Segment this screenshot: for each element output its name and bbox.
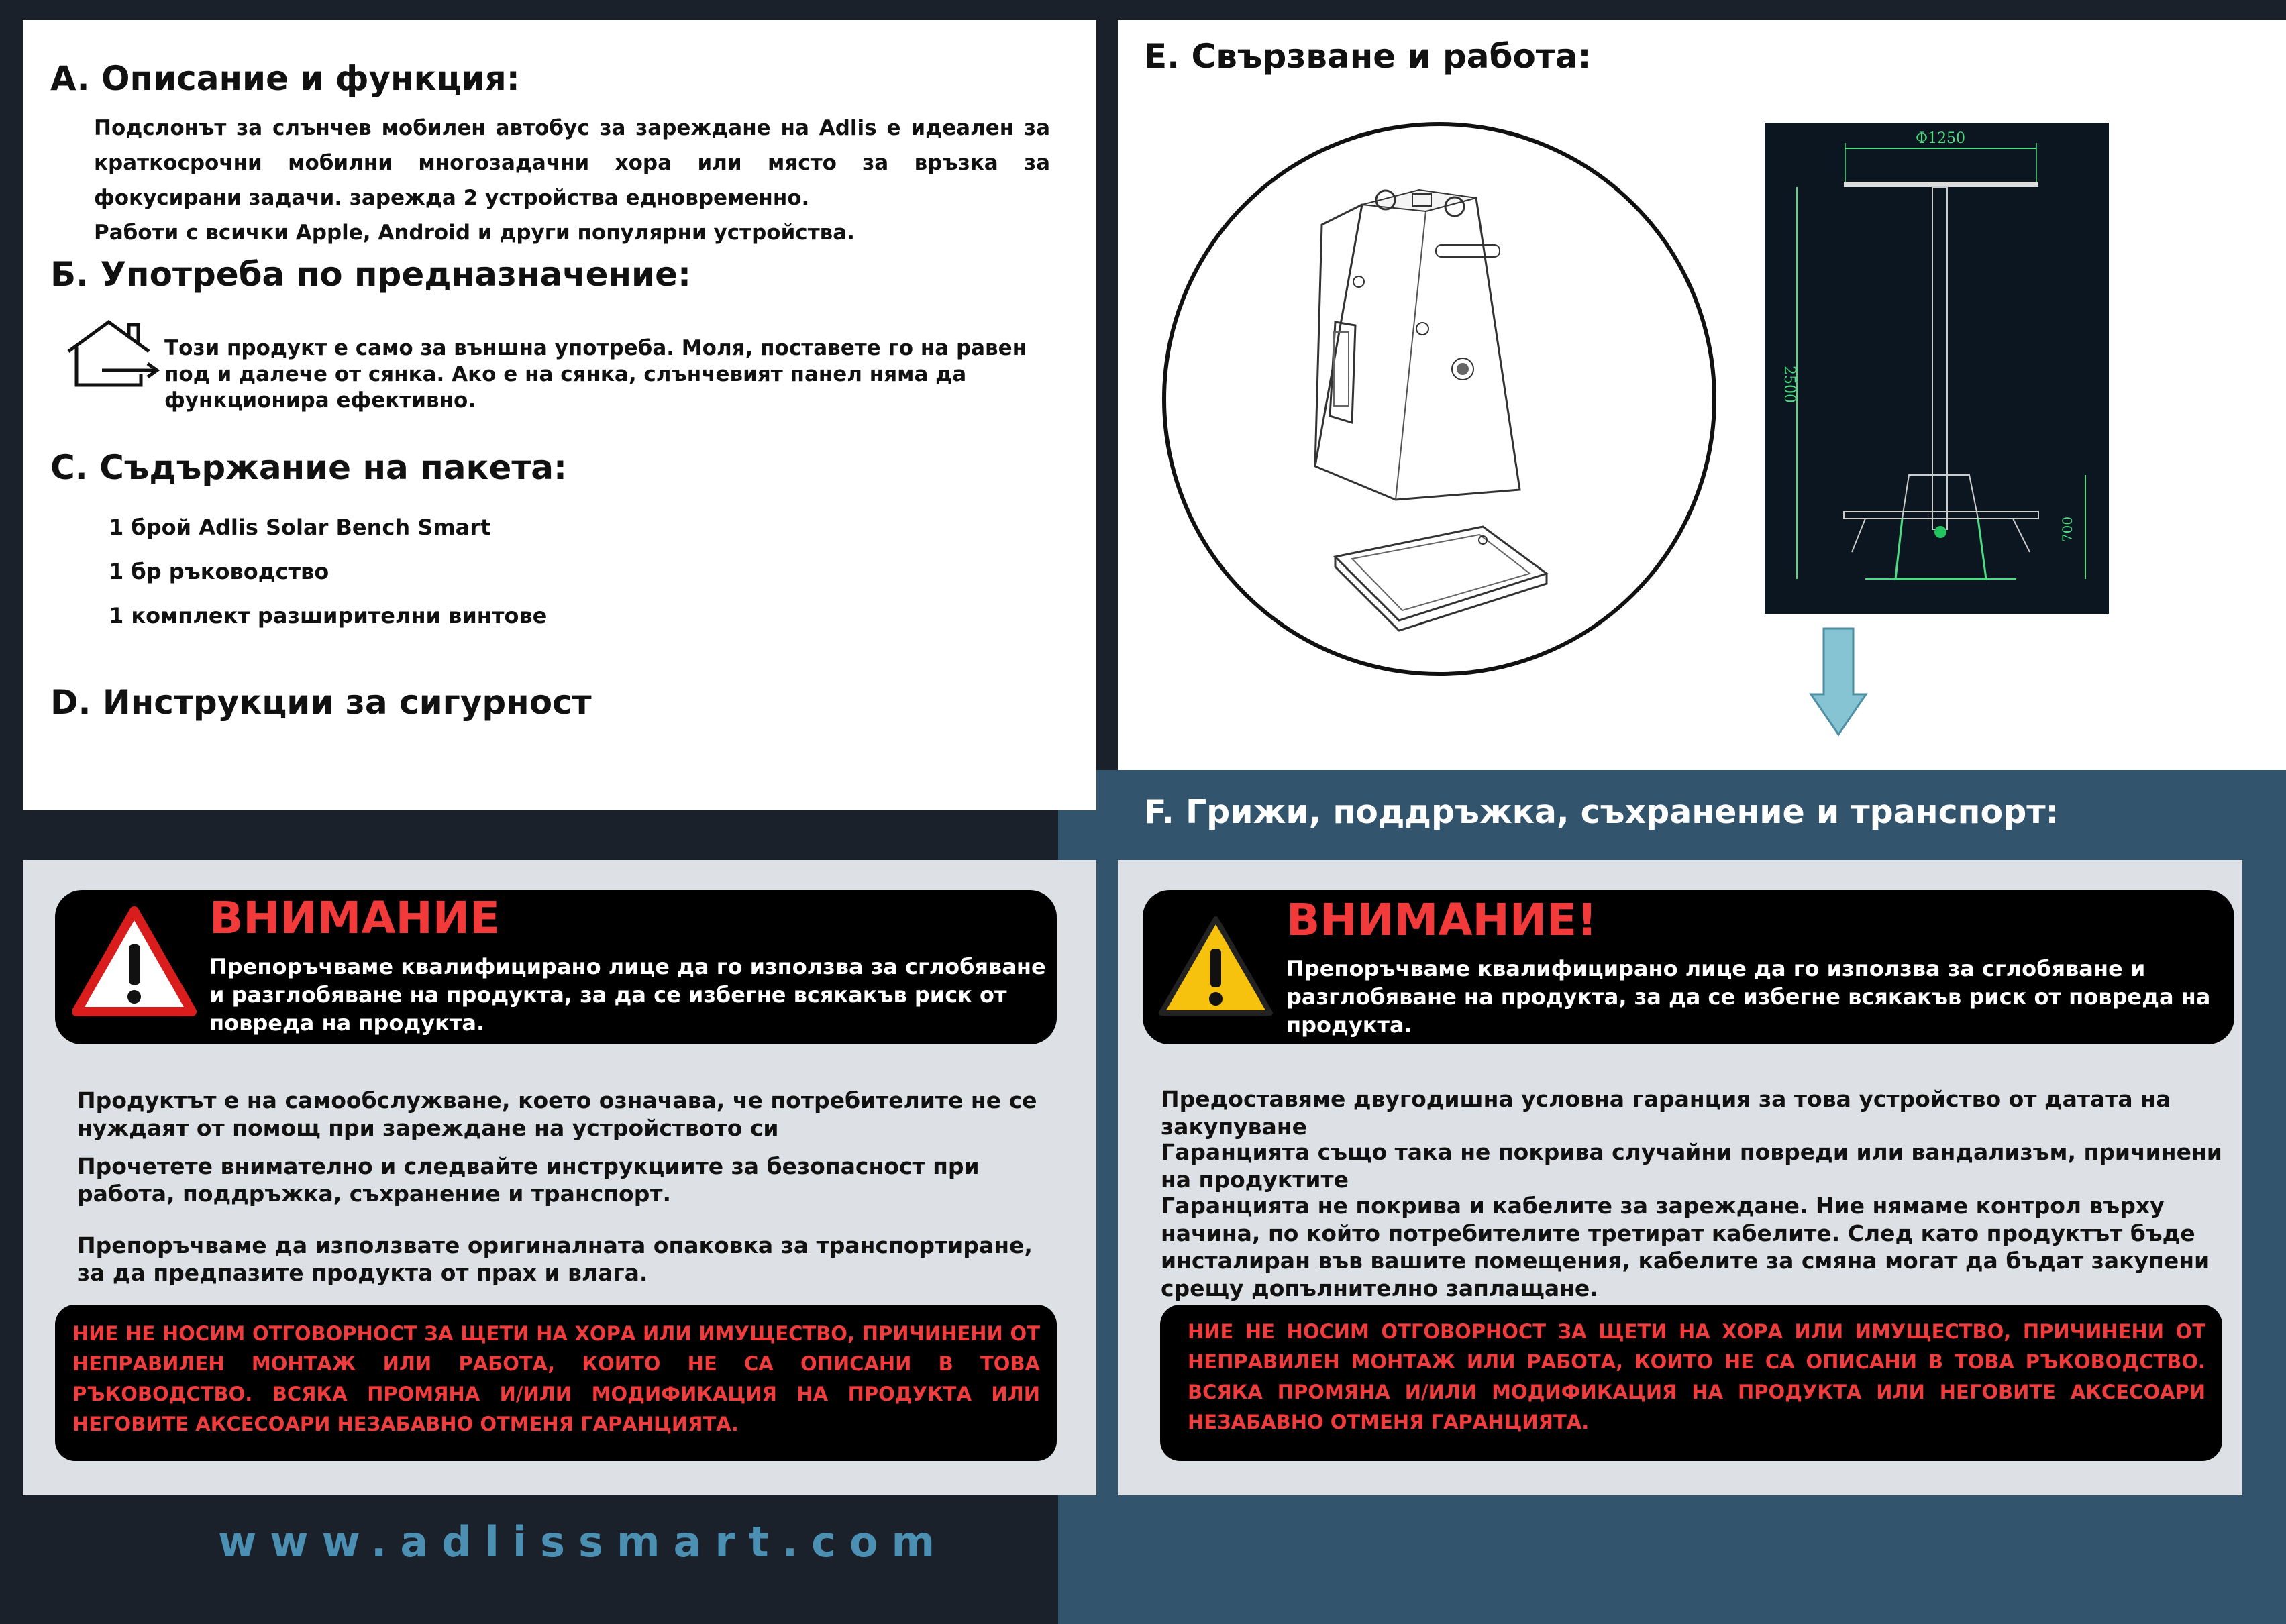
safety-paragraph-2: Прочетете внимателно и следвайте инструкциите за безопасност при работа, поддръжка, съхранение и транспорт.: [77, 1153, 980, 1207]
section-b-title: Б. Употреба по предназначение:: [50, 255, 691, 294]
package-item: 1 бр ръководство: [109, 559, 329, 584]
technical-drawing: [1765, 123, 2109, 614]
house-arrow-icon: [62, 317, 162, 390]
charging-station-illustration: [1154, 111, 1724, 688]
arrow-down-icon: [1808, 627, 1869, 738]
section-f-title: F. Грижи, поддръжка, съхранение и транспорт:: [1144, 793, 2059, 831]
dim-height-label: 2500: [1781, 366, 1798, 403]
warning-title-right: ВНИМАНИЕ!: [1286, 894, 1598, 946]
section-c-title: C. Съдържание на пакета:: [50, 448, 568, 487]
package-item: 1 брой Adlis Solar Bench Smart: [109, 515, 491, 540]
red-warning-triangle-icon: [72, 906, 197, 1016]
section-a-description: Подслонът за слънчев мобилен автобус за зареждане на Adlis е идеален за краткосрочни мобилни многозадачни хора или място за връзка за фокусирани задачи. зарежда 2 устройства едновременно.: [94, 116, 1050, 210]
disclaimer-text-right: НИЕ НЕ НОСИМ ОТГОВОРНОСТ ЗА ЩЕТИ НА ХОРА ИЛИ ИМУЩЕСТВО, ПРИЧИНЕНИ ОТ НЕПРАВИЛЕН МОНТАЖ ИЛИ РАБОТА, КОИТО НЕ СА ОПИСАНИ В ТОВА РЪКОВОДСТВО. ВСЯКА ПРОМЯНА И/ИЛИ МОДИФИКАЦИЯ НА ПРОДУКТА ИЛИ НЕГОВИТЕ АКСЕСОАРИ НЕЗАБАВНО ОТМЕНЯ ГАРАНЦИЯТА.: [1188, 1320, 2205, 1433]
section-a-title: A. Описание и функция:: [50, 59, 520, 98]
safety-paragraph-3: Препоръчваме да използвате оригиналната опаковка за транспортиране, за да предпазите продукта от прах и влага.: [77, 1232, 1033, 1286]
section-a-paragraph: [94, 111, 1050, 250]
website-link[interactable]: www.adlissmart.com: [218, 1517, 949, 1566]
warning-text-left: Препоръчваме квалифицирано лице да го използва за сглобяване и разглобяване на продукта, за да се избегне всякакъв риск от повреда на продукта.: [209, 954, 1046, 1036]
package-item: 1 комплект разширителни винтове: [109, 603, 548, 629]
section-d-title: D. Инструкции за сигурност: [50, 683, 592, 722]
section-e-title: E. Свързване и работа:: [1144, 37, 1592, 76]
section-b-text: Този продукт е само за външна употреба. Моля, поставете го на равен под и далече от сянка. Ако е на сянка, слънчевият панел няма да функционира ефективно.: [164, 336, 1027, 413]
warranty-paragraph-1: Предоставяме двугодишна условна гаранция за това устройство от датата на закупуване: [1161, 1086, 2171, 1140]
dim-bench-label: 700: [2059, 516, 2075, 543]
warning-text-right: Препоръчваме квалифицирано лице да го използва за сглобяване и разглобяване на продукта, за да се избегне всякакъв риск от повреда на продукта.: [1286, 956, 2211, 1038]
yellow-warning-triangle-icon: [1157, 914, 1275, 1018]
disclaimer-text-left: НИЕ НЕ НОСИМ ОТГОВОРНОСТ ЗА ЩЕТИ НА ХОРА ИЛИ ИМУЩЕСТВО, ПРИЧИНЕНИ ОТ НЕПРАВИЛЕН МОНТАЖ ИЛИ РАБОТА, КОИТО НЕ СА ОПИСАНИ В ТОВА РЪКОВОДСТВО. ВСЯКА ПРОМЯНА И/ИЛИ МОДИФИКАЦИЯ НА ПРОДУКТА ИЛИ НЕГОВИТЕ АКСЕСОАРИ НЕЗАБАВНО ОТМЕНЯ ГАРАНЦИЯТА.: [72, 1322, 1040, 1436]
section-a-compatibility: Работи с всички Apple, Android и други популярни устройства.: [94, 221, 855, 245]
dim-width-label: Φ1250: [1915, 130, 1966, 147]
safety-paragraph-1: Продуктът е на самообслужване, което означава, че потребителите не се нуждаят от помощ при зареждане на устройството си: [77, 1087, 1037, 1141]
warning-title-left: ВНИМАНИЕ: [209, 892, 501, 944]
warranty-paragraph-3: Гаранцията не покрива и кабелите за зареждане. Ние нямаме контрол върху начина, по който потребителите третират кабелите. След като продуктът бъде инсталиран във вашите помещения, кабелите за смяна могат да бъдат закупени срещу допълнително заплащане.: [1161, 1193, 2210, 1301]
warranty-paragraph-2: Гаранцията също така не покрива случайни повреди или вандализъм, причинени на продуктите: [1161, 1139, 2222, 1193]
